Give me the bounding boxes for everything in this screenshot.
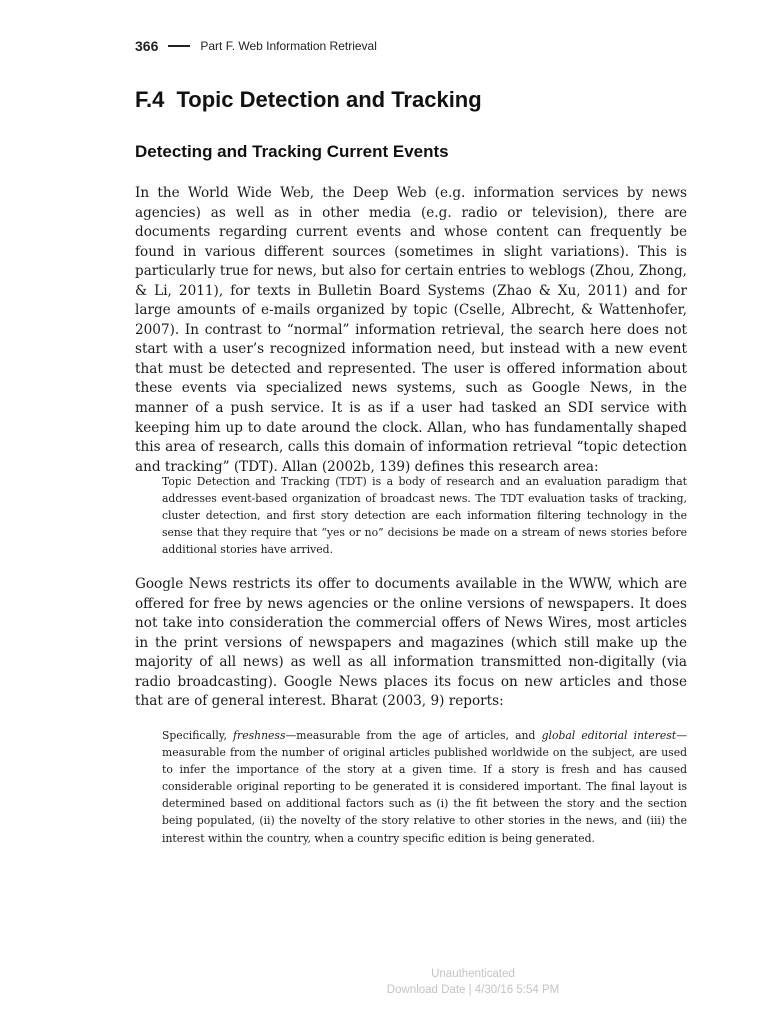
body-paragraph-2: Google News restricts its offer to documents available in the WWW, which are offered for free by news agencies or the online versions of newspapers. It does not take into consideration the commercial offers of News Wires, most articles in the print versions of newspapers and magazines (which still make up the majority of all news) as well as all information transmitted non-digitally (via radio broadcasting). Google News places its focus on new articles and those that are of general interest. Bharat (2003, 9) reports:	[135, 576, 687, 710]
section-number: F.4	[135, 87, 165, 112]
running-header	[135, 38, 377, 54]
download-watermark	[0, 966, 768, 998]
block-quote-1: Topic Detection and Tracking (TDT) is a body of research and an evaluation paradigm that addresses event-based organization of broadcast news. The TDT evaluation tasks of tracking, cluster detection, and first story detection are each information filtering technology in the sense that they require that “yes or no” decisions be made on a stream of news stories before additional stories have arrived.	[162, 475, 687, 557]
subsection-title: Detecting and Tracking Current Events	[135, 142, 449, 161]
quote-2-emphasis-global-editorial-interest: global editorial interest	[541, 729, 677, 742]
running-title: Part F. Web Information Retrieval	[200, 39, 377, 53]
watermark-line-2: Download Date | 4/30/16 5:54 PM	[386, 984, 560, 996]
watermark-line-1: Unauthenticated	[431, 968, 515, 980]
quote-2-text-part-1: Specifically,	[162, 729, 234, 742]
quote-2-text-part-3: —measurable from the number of original articles published worldwide on the subject, are used to infer the importance of the story at a given time. If a story is fresh and has caused considerable original reporting to be generated it is considered important. The final layout is determined based on additional factors such as (i) the fit between the story and the section being populated, (ii) the novelty of the story relative to other stories in the news, and (iii) the interest within the country, when a country specific edition is being generated.	[162, 729, 687, 845]
block-quote-2	[162, 727, 687, 847]
section-title	[135, 87, 482, 113]
quote-2-text-part-2: —measurable from the age of articles, and	[285, 729, 542, 742]
body-paragraph-1: In the World Wide Web, the Deep Web (e.g. information services by news agencies) as well as in other media (e.g. radio or television), there are documents regarding current events and whose content can frequently be found in various different sources (sometimes in slight variations). This is particularly true for news, but also for certain entries to weblogs (Zhou, Zhong, & Li, 2011), for texts in Bulletin Board Systems (Zhao & Xu, 2011) and for large amounts of e-mails organized by topic (Cselle, Albrecht, & Wattenhofer, 2007). In contrast to “normal” information retrieval, the search here does not start with a user’s recognized information need, but instead with a new event that must be detected and represented. The user is offered information about these events via specialized news systems, such as Google News, in the manner of a push service. It is as if a user had tasked an SDI service with keeping him up to date around the clock. Allan, who has fundamentally shaped this area of research, calls this domain of information retrieval “topic detection and tracking” (TDT). Allan (2002b, 139) defines this research area:	[135, 185, 687, 475]
page-number: 366	[135, 38, 159, 54]
header-rule	[168, 45, 190, 47]
section-title-text: Topic Detection and Tracking	[176, 87, 482, 112]
quote-2-emphasis-freshness: freshness	[233, 729, 286, 742]
